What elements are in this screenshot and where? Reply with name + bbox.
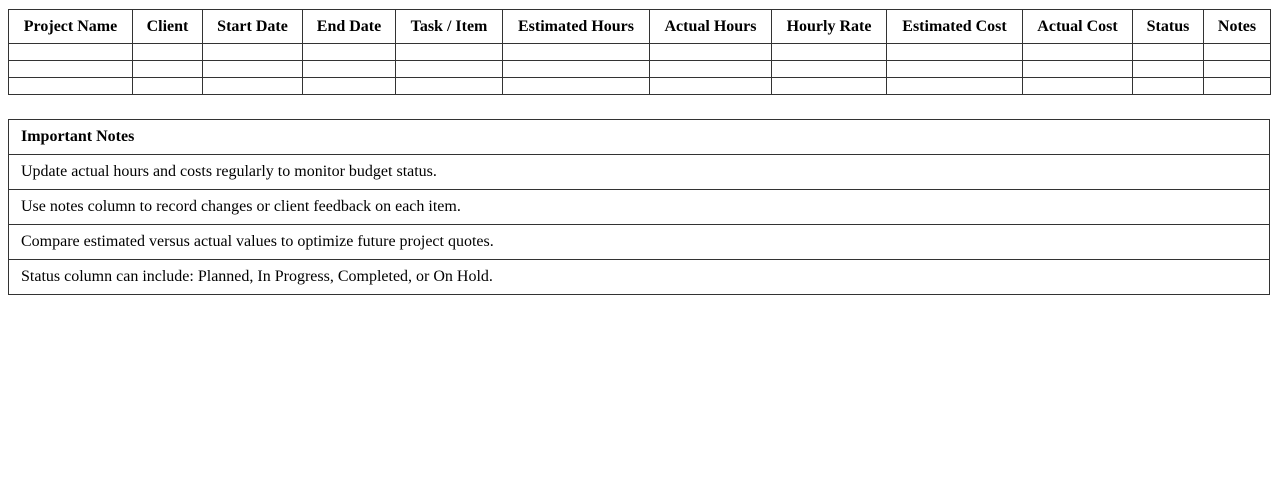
- table-cell[interactable]: [133, 61, 203, 78]
- table-cell[interactable]: [1023, 44, 1133, 61]
- table-cell[interactable]: [503, 78, 650, 95]
- table-cell[interactable]: [1204, 61, 1271, 78]
- table-cell[interactable]: [887, 78, 1023, 95]
- table-cell[interactable]: [396, 61, 503, 78]
- table-cell[interactable]: [133, 78, 203, 95]
- important-notes-section: [8, 119, 1270, 295]
- table-cell[interactable]: [1023, 61, 1133, 78]
- table-cell[interactable]: [503, 61, 650, 78]
- column-header-actual-hours: Actual Hours: [650, 10, 772, 44]
- table-cell[interactable]: [772, 78, 887, 95]
- table-cell[interactable]: [203, 44, 303, 61]
- list-item: [9, 260, 1270, 295]
- document-page: [8, 9, 1270, 285]
- note-text: Use notes column to record changes or client feedback on each item.: [9, 190, 1270, 225]
- table-row: [9, 61, 1271, 78]
- table-cell[interactable]: [650, 78, 772, 95]
- table-cell[interactable]: [1023, 78, 1133, 95]
- table-cell[interactable]: [887, 44, 1023, 61]
- table-cell[interactable]: [9, 78, 133, 95]
- note-text: Compare estimated versus actual values to optimize future project quotes.: [9, 225, 1270, 260]
- table-cell[interactable]: [503, 44, 650, 61]
- table-cell[interactable]: [887, 61, 1023, 78]
- table-cell[interactable]: [1204, 44, 1271, 61]
- table-cell[interactable]: [650, 44, 772, 61]
- notes-header-row: [9, 120, 1270, 155]
- note-text: Status column can include: Planned, In Progress, Completed, or On Hold.: [9, 260, 1270, 295]
- table-cell[interactable]: [303, 78, 396, 95]
- column-header-start-date: Start Date: [203, 10, 303, 44]
- column-header-notes: Notes: [1204, 10, 1271, 44]
- project-tracker-table: [8, 9, 1271, 95]
- notes-title: Important Notes: [9, 120, 1270, 155]
- table-cell[interactable]: [9, 44, 133, 61]
- table-cell[interactable]: [303, 61, 396, 78]
- note-text: Update actual hours and costs regularly to monitor budget status.: [9, 155, 1270, 190]
- column-header-client: Client: [133, 10, 203, 44]
- table-cell[interactable]: [1204, 78, 1271, 95]
- column-header-status: Status: [1133, 10, 1204, 44]
- important-notes-table: [8, 119, 1270, 295]
- table-header-row: [9, 10, 1271, 44]
- column-header-estimated-cost: Estimated Cost: [887, 10, 1023, 44]
- table-cell[interactable]: [650, 61, 772, 78]
- column-header-task-item: Task / Item: [396, 10, 503, 44]
- table-cell[interactable]: [203, 78, 303, 95]
- column-header-end-date: End Date: [303, 10, 396, 44]
- table-cell[interactable]: [9, 61, 133, 78]
- table-row: [9, 78, 1271, 95]
- column-header-actual-cost: Actual Cost: [1023, 10, 1133, 44]
- table-cell[interactable]: [303, 44, 396, 61]
- column-header-hourly-rate: Hourly Rate: [772, 10, 887, 44]
- list-item: [9, 225, 1270, 260]
- table-row: [9, 44, 1271, 61]
- table-cell[interactable]: [1133, 44, 1204, 61]
- list-item: [9, 155, 1270, 190]
- list-item: [9, 190, 1270, 225]
- table-cell[interactable]: [133, 44, 203, 61]
- table-cell[interactable]: [203, 61, 303, 78]
- table-cell[interactable]: [396, 78, 503, 95]
- column-header-project-name: Project Name: [9, 10, 133, 44]
- table-cell[interactable]: [1133, 61, 1204, 78]
- table-cell[interactable]: [396, 44, 503, 61]
- table-cell[interactable]: [772, 44, 887, 61]
- table-cell[interactable]: [1133, 78, 1204, 95]
- table-cell[interactable]: [772, 61, 887, 78]
- column-header-estimated-hours: Estimated Hours: [503, 10, 650, 44]
